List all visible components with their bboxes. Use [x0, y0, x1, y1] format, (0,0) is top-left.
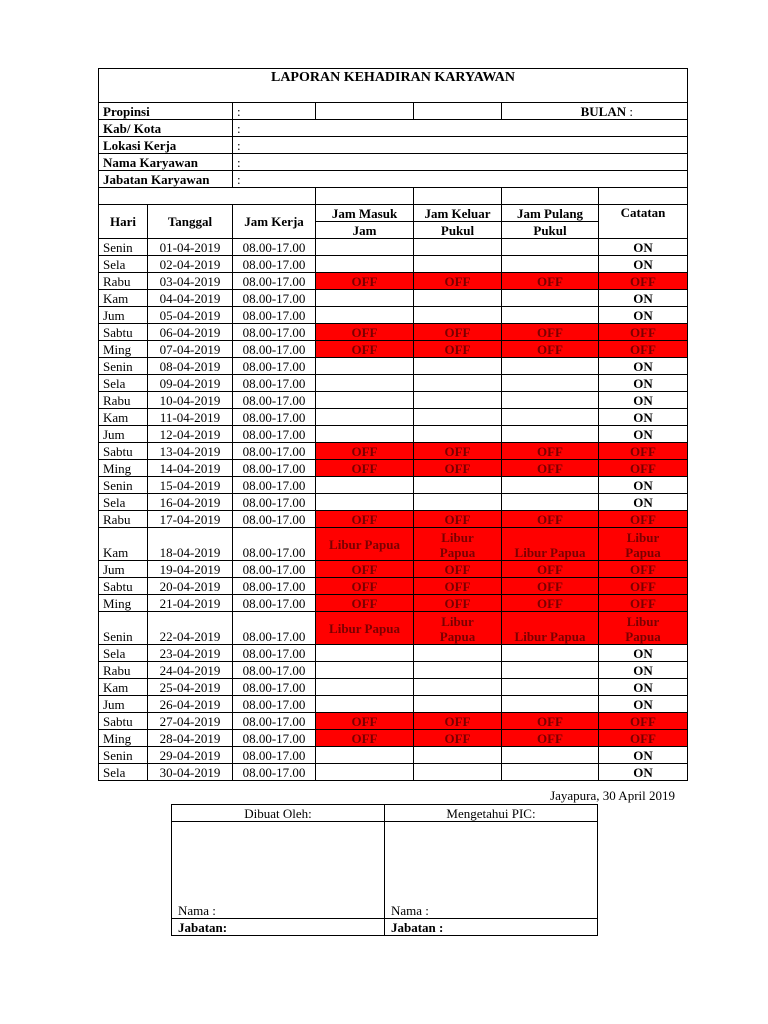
header-jam-kerja: Jam Kerja — [233, 205, 316, 239]
row-tanggal: 16-04-2019 — [148, 494, 233, 511]
row-jam-keluar — [414, 645, 502, 662]
row-tanggal: 27-04-2019 — [148, 713, 233, 730]
row-jam-kerja: 08.00-17.00 — [233, 612, 316, 645]
row-jam-masuk: OFF — [316, 561, 414, 578]
header-jam-masuk: Jam Masuk — [316, 205, 414, 222]
table-row — [99, 494, 688, 511]
row-catatan: OFF — [599, 595, 688, 612]
row-catatan: OFF — [599, 578, 688, 595]
row-jam-kerja: 08.00-17.00 — [233, 494, 316, 511]
row-jam-masuk — [316, 679, 414, 696]
row-tanggal: 11-04-2019 — [148, 409, 233, 426]
table-row — [99, 730, 688, 747]
row-hari: Sela — [99, 375, 148, 392]
row-jam-pulang: OFF — [502, 713, 599, 730]
row-jam-kerja: 08.00-17.00 — [233, 375, 316, 392]
mengetahui-pic-label: Mengetahui PIC: — [385, 805, 598, 822]
row-jam-pulang: OFF — [502, 324, 599, 341]
row-jam-masuk — [316, 392, 414, 409]
table-row — [99, 341, 688, 358]
row-jam-kerja: 08.00-17.00 — [233, 290, 316, 307]
row-jam-kerja: 08.00-17.00 — [233, 696, 316, 713]
row-jam-pulang — [502, 764, 599, 781]
blank-cell — [414, 103, 502, 120]
row-tanggal: 01-04-2019 — [148, 239, 233, 256]
row-tanggal: 23-04-2019 — [148, 645, 233, 662]
row-hari: Kam — [99, 679, 148, 696]
row-jam-masuk — [316, 239, 414, 256]
table-row — [99, 747, 688, 764]
row-catatan: ON — [599, 256, 688, 273]
jabatan-left-label: Jabatan: — [172, 919, 385, 936]
row-jam-masuk — [316, 662, 414, 679]
row-catatan: ON — [599, 477, 688, 494]
bulan-field — [502, 103, 688, 120]
table-row — [99, 764, 688, 781]
row-jam-kerja: 08.00-17.00 — [233, 392, 316, 409]
header-jam-masuk-sub: Jam — [316, 222, 414, 239]
row-jam-pulang — [502, 239, 599, 256]
row-jam-keluar — [414, 679, 502, 696]
row-jam-pulang — [502, 494, 599, 511]
row-hari: Ming — [99, 460, 148, 477]
row-jam-pulang: OFF — [502, 273, 599, 290]
libur-line-1: Libur — [441, 614, 474, 629]
row-catatan: ON — [599, 392, 688, 409]
signature-area-right — [385, 822, 598, 919]
row-jam-keluar: OFF — [414, 511, 502, 528]
row-jam-pulang — [502, 307, 599, 324]
row-jam-pulang: OFF — [502, 460, 599, 477]
row-jam-masuk: Libur Papua — [316, 612, 414, 645]
blank-cell — [502, 188, 599, 205]
table-row — [99, 511, 688, 528]
row-jam-keluar — [414, 696, 502, 713]
row-jam-pulang — [502, 696, 599, 713]
row-jam-pulang — [502, 392, 599, 409]
header-jam-keluar: Jam Keluar — [414, 205, 502, 222]
row-jam-keluar: OFF — [414, 561, 502, 578]
row-hari: Sabtu — [99, 443, 148, 460]
bulan-colon: : — [629, 103, 633, 119]
table-row — [99, 392, 688, 409]
row-jam-keluar — [414, 764, 502, 781]
row-jam-keluar — [414, 747, 502, 764]
lokasi-kerja-value: : — [233, 137, 688, 154]
row-tanggal: 04-04-2019 — [148, 290, 233, 307]
row-tanggal: 26-04-2019 — [148, 696, 233, 713]
header-tanggal: Tanggal — [148, 205, 233, 239]
row-catatan: OFF — [599, 511, 688, 528]
row-jam-kerja: 08.00-17.00 — [233, 324, 316, 341]
row-jam-masuk: OFF — [316, 578, 414, 595]
row-jam-keluar — [414, 239, 502, 256]
table-row — [99, 460, 688, 477]
row-tanggal: 10-04-2019 — [148, 392, 233, 409]
libur-line-1: Libur — [626, 530, 660, 545]
row-jam-masuk — [316, 290, 414, 307]
row-catatan: ON — [599, 426, 688, 443]
row-jam-pulang: OFF — [502, 578, 599, 595]
table-row — [99, 290, 688, 307]
row-jam-kerja: 08.00-17.00 — [233, 273, 316, 290]
row-jam-pulang — [502, 645, 599, 662]
row-jam-masuk: OFF — [316, 511, 414, 528]
row-catatan: ON — [599, 239, 688, 256]
libur-line-2: Papua — [439, 545, 476, 560]
row-jam-pulang: OFF — [502, 443, 599, 460]
propinsi-label: Propinsi — [99, 103, 233, 120]
jabatan-right-label: Jabatan : — [385, 919, 598, 936]
row-tanggal: 19-04-2019 — [148, 561, 233, 578]
row-hari: Senin — [99, 612, 148, 645]
row-catatan: ON — [599, 494, 688, 511]
place-date: Jayapura, 30 April 2019 — [550, 788, 675, 803]
row-jam-masuk — [316, 256, 414, 273]
row-catatan: OFF — [599, 324, 688, 341]
row-hari: Sabtu — [99, 713, 148, 730]
row-jam-pulang: Libur Papua — [502, 612, 599, 645]
row-jam-masuk: OFF — [316, 460, 414, 477]
row-jam-kerja: 08.00-17.00 — [233, 747, 316, 764]
row-jam-kerja: 08.00-17.00 — [233, 358, 316, 375]
blank-cell — [414, 188, 502, 205]
row-hari: Rabu — [99, 392, 148, 409]
table-row — [99, 645, 688, 662]
propinsi-value: : — [233, 103, 316, 120]
row-hari: Ming — [99, 595, 148, 612]
row-catatan: ON — [599, 645, 688, 662]
row-catatan: ON — [599, 358, 688, 375]
row-jam-keluar: OFF — [414, 324, 502, 341]
row-jam-pulang — [502, 426, 599, 443]
row-jam-keluar: OFF — [414, 713, 502, 730]
row-jam-pulang — [502, 662, 599, 679]
row-tanggal: 21-04-2019 — [148, 595, 233, 612]
row-tanggal: 30-04-2019 — [148, 764, 233, 781]
table-row — [99, 426, 688, 443]
row-jam-masuk — [316, 764, 414, 781]
row-jam-kerja: 08.00-17.00 — [233, 713, 316, 730]
kab-kota-value: : — [233, 120, 688, 137]
table-row — [99, 662, 688, 679]
row-catatan: OFF — [599, 460, 688, 477]
row-catatan: ON — [599, 307, 688, 324]
row-jam-pulang — [502, 477, 599, 494]
row-hari: Ming — [99, 730, 148, 747]
row-tanggal: 24-04-2019 — [148, 662, 233, 679]
row-hari: Sela — [99, 494, 148, 511]
row-hari: Sela — [99, 256, 148, 273]
row-hari: Kam — [99, 409, 148, 426]
row-hari: Ming — [99, 341, 148, 358]
row-hari: Jum — [99, 561, 148, 578]
row-jam-keluar: OFF — [414, 273, 502, 290]
row-jam-kerja: 08.00-17.00 — [233, 443, 316, 460]
row-tanggal: 28-04-2019 — [148, 730, 233, 747]
row-jam-pulang: OFF — [502, 561, 599, 578]
row-jam-pulang: Libur Papua — [502, 528, 599, 561]
blank-cell — [316, 188, 414, 205]
row-catatan: OFF — [599, 273, 688, 290]
nama-karyawan-value: : — [233, 154, 688, 171]
row-catatan — [599, 528, 688, 561]
row-jam-masuk — [316, 696, 414, 713]
row-tanggal: 22-04-2019 — [148, 612, 233, 645]
row-hari: Sela — [99, 764, 148, 781]
row-jam-masuk: OFF — [316, 324, 414, 341]
report-title: LAPORAN KEHADIRAN KARYAWAN — [99, 69, 688, 103]
row-jam-kerja: 08.00-17.00 — [233, 561, 316, 578]
row-jam-keluar — [414, 375, 502, 392]
row-jam-masuk — [316, 645, 414, 662]
row-jam-keluar — [414, 612, 502, 645]
row-hari: Senin — [99, 239, 148, 256]
row-hari: Jum — [99, 307, 148, 324]
row-jam-masuk: OFF — [316, 730, 414, 747]
table-row — [99, 375, 688, 392]
row-jam-kerja: 08.00-17.00 — [233, 662, 316, 679]
table-row — [99, 409, 688, 426]
row-tanggal: 29-04-2019 — [148, 747, 233, 764]
row-hari: Senin — [99, 747, 148, 764]
row-catatan: ON — [599, 747, 688, 764]
row-jam-kerja: 08.00-17.00 — [233, 341, 316, 358]
row-tanggal: 12-04-2019 — [148, 426, 233, 443]
row-tanggal: 02-04-2019 — [148, 256, 233, 273]
bulan-label: BULAN — [580, 103, 627, 119]
table-row — [99, 713, 688, 730]
row-tanggal: 18-04-2019 — [148, 528, 233, 561]
row-tanggal: 06-04-2019 — [148, 324, 233, 341]
row-jam-pulang: OFF — [502, 511, 599, 528]
row-jam-kerja: 08.00-17.00 — [233, 764, 316, 781]
row-catatan: ON — [599, 290, 688, 307]
row-catatan: ON — [599, 375, 688, 392]
row-catatan: ON — [599, 696, 688, 713]
table-row — [99, 443, 688, 460]
row-jam-kerja: 08.00-17.00 — [233, 409, 316, 426]
row-hari: Sabtu — [99, 578, 148, 595]
row-jam-pulang — [502, 290, 599, 307]
row-jam-masuk: OFF — [316, 273, 414, 290]
row-tanggal: 07-04-2019 — [148, 341, 233, 358]
row-jam-kerja: 08.00-17.00 — [233, 239, 316, 256]
row-jam-keluar: OFF — [414, 341, 502, 358]
row-jam-keluar: OFF — [414, 460, 502, 477]
row-tanggal: 14-04-2019 — [148, 460, 233, 477]
row-catatan: OFF — [599, 730, 688, 747]
row-jam-kerja: 08.00-17.00 — [233, 645, 316, 662]
row-jam-keluar — [414, 256, 502, 273]
row-tanggal: 13-04-2019 — [148, 443, 233, 460]
row-jam-keluar: OFF — [414, 443, 502, 460]
row-jam-keluar — [414, 426, 502, 443]
row-jam-masuk — [316, 307, 414, 324]
nama-right-label: Nama : — [391, 903, 429, 918]
row-jam-kerja: 08.00-17.00 — [233, 256, 316, 273]
table-row — [99, 358, 688, 375]
row-jam-kerja: 08.00-17.00 — [233, 578, 316, 595]
row-jam-keluar: OFF — [414, 578, 502, 595]
row-jam-keluar — [414, 494, 502, 511]
row-jam-keluar — [414, 662, 502, 679]
row-jam-keluar — [414, 290, 502, 307]
kab-kota-label: Kab/ Kota — [99, 120, 233, 137]
row-jam-masuk: Libur Papua — [316, 528, 414, 561]
table-row — [99, 273, 688, 290]
row-catatan: ON — [599, 679, 688, 696]
blank-cell — [99, 188, 316, 205]
header-hari: Hari — [99, 205, 148, 239]
row-jam-kerja: 08.00-17.00 — [233, 477, 316, 494]
row-jam-kerja: 08.00-17.00 — [233, 595, 316, 612]
row-jam-masuk — [316, 477, 414, 494]
row-jam-keluar — [414, 409, 502, 426]
row-jam-kerja: 08.00-17.00 — [233, 511, 316, 528]
row-hari: Rabu — [99, 511, 148, 528]
table-row — [99, 528, 688, 561]
row-catatan: OFF — [599, 713, 688, 730]
libur-line-1: Libur — [441, 530, 474, 545]
row-tanggal: 08-04-2019 — [148, 358, 233, 375]
row-tanggal: 03-04-2019 — [148, 273, 233, 290]
row-jam-keluar — [414, 358, 502, 375]
row-jam-masuk: OFF — [316, 595, 414, 612]
row-jam-kerja: 08.00-17.00 — [233, 730, 316, 747]
row-catatan: ON — [599, 764, 688, 781]
row-hari: Kam — [99, 290, 148, 307]
blank-cell — [599, 188, 688, 205]
row-hari: Rabu — [99, 273, 148, 290]
row-jam-pulang — [502, 409, 599, 426]
row-jam-pulang — [502, 747, 599, 764]
blank-cell — [316, 103, 414, 120]
libur-line-1: Libur — [626, 614, 660, 629]
row-jam-kerja: 08.00-17.00 — [233, 307, 316, 324]
row-jam-pulang — [502, 679, 599, 696]
row-hari: Jum — [99, 426, 148, 443]
table-row — [99, 595, 688, 612]
row-hari: Sabtu — [99, 324, 148, 341]
table-row — [99, 679, 688, 696]
row-jam-masuk — [316, 375, 414, 392]
row-hari: Rabu — [99, 662, 148, 679]
nama-left-label: Nama : — [178, 903, 216, 918]
table-row — [99, 696, 688, 713]
row-jam-keluar: OFF — [414, 730, 502, 747]
row-hari: Kam — [99, 528, 148, 561]
table-row — [99, 239, 688, 256]
signature-table — [171, 804, 598, 936]
table-row — [99, 578, 688, 595]
row-jam-masuk — [316, 426, 414, 443]
row-jam-masuk — [316, 494, 414, 511]
jabatan-karyawan-value: : — [233, 171, 688, 188]
row-jam-keluar — [414, 528, 502, 561]
row-hari: Senin — [99, 358, 148, 375]
row-jam-keluar — [414, 477, 502, 494]
libur-line-2: Papua — [625, 629, 661, 644]
row-hari: Jum — [99, 696, 148, 713]
header-jam-pulang-sub: Pukul — [502, 222, 599, 239]
row-jam-keluar — [414, 307, 502, 324]
row-jam-masuk: OFF — [316, 443, 414, 460]
row-jam-masuk: OFF — [316, 341, 414, 358]
row-jam-pulang: OFF — [502, 595, 599, 612]
row-jam-pulang — [502, 375, 599, 392]
row-jam-keluar: OFF — [414, 595, 502, 612]
row-catatan: ON — [599, 662, 688, 679]
row-jam-kerja: 08.00-17.00 — [233, 460, 316, 477]
row-tanggal: 05-04-2019 — [148, 307, 233, 324]
row-tanggal: 09-04-2019 — [148, 375, 233, 392]
row-catatan: OFF — [599, 341, 688, 358]
row-tanggal: 20-04-2019 — [148, 578, 233, 595]
row-catatan: OFF — [599, 443, 688, 460]
row-jam-pulang — [502, 358, 599, 375]
dibuat-oleh-label: Dibuat Oleh: — [172, 805, 385, 822]
row-catatan — [599, 612, 688, 645]
row-jam-keluar — [414, 392, 502, 409]
row-tanggal: 17-04-2019 — [148, 511, 233, 528]
row-catatan: ON — [599, 409, 688, 426]
jabatan-karyawan-label: Jabatan Karyawan — [99, 171, 233, 188]
row-jam-kerja: 08.00-17.00 — [233, 426, 316, 443]
table-row — [99, 561, 688, 578]
table-row — [99, 307, 688, 324]
row-tanggal: 15-04-2019 — [148, 477, 233, 494]
row-hari: Sela — [99, 645, 148, 662]
row-jam-kerja: 08.00-17.00 — [233, 528, 316, 561]
table-row — [99, 324, 688, 341]
row-jam-kerja: 08.00-17.00 — [233, 679, 316, 696]
row-jam-pulang: OFF — [502, 730, 599, 747]
attendance-report-table — [98, 68, 688, 781]
table-row — [99, 477, 688, 494]
row-jam-masuk: OFF — [316, 713, 414, 730]
header-jam-keluar-sub: Pukul — [414, 222, 502, 239]
signature-area-left — [172, 822, 385, 919]
row-jam-masuk — [316, 409, 414, 426]
row-tanggal: 25-04-2019 — [148, 679, 233, 696]
row-jam-pulang: OFF — [502, 341, 599, 358]
libur-line-2: Papua — [439, 629, 476, 644]
header-catatan: Catatan — [599, 205, 688, 239]
nama-karyawan-label: Nama Karyawan — [99, 154, 233, 171]
table-row — [99, 256, 688, 273]
row-jam-pulang — [502, 256, 599, 273]
libur-line-2: Papua — [625, 545, 661, 560]
row-jam-masuk — [316, 358, 414, 375]
row-catatan: OFF — [599, 561, 688, 578]
header-jam-pulang: Jam Pulang — [502, 205, 599, 222]
lokasi-kerja-label: Lokasi Kerja — [99, 137, 233, 154]
row-hari: Senin — [99, 477, 148, 494]
table-row — [99, 612, 688, 645]
row-jam-masuk — [316, 747, 414, 764]
